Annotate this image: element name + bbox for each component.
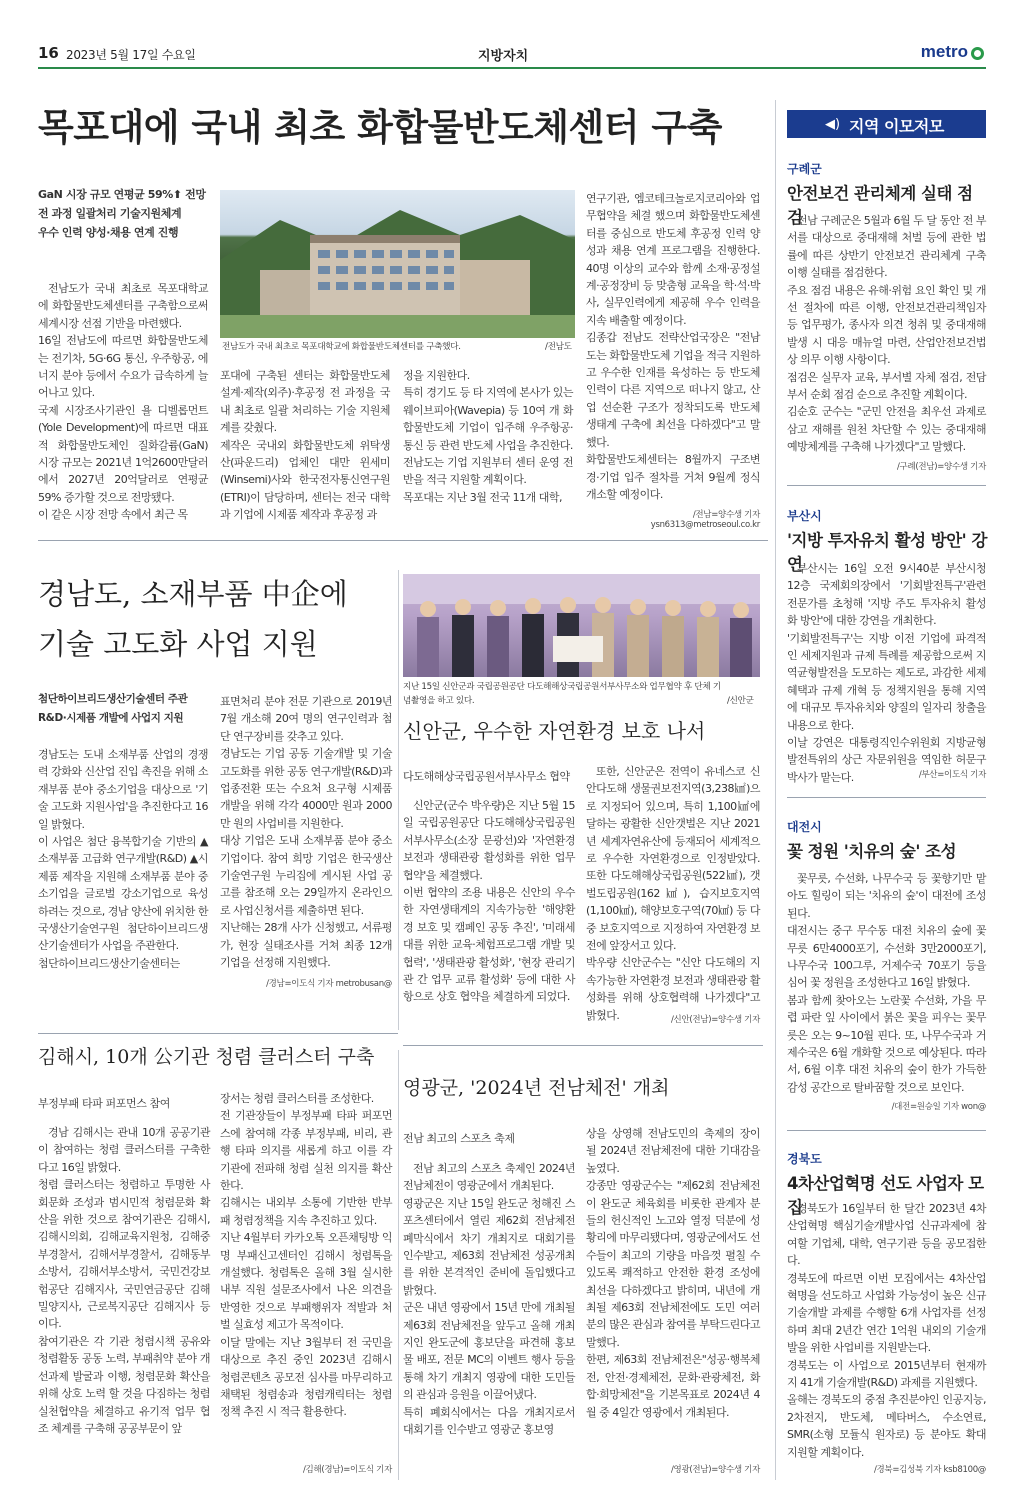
a3-headline: 신안군, 우수한 자연환경 보호 나서 [403,719,706,743]
sidebar-divider [775,100,776,1480]
logo-mark-icon [971,47,984,60]
sb2-title: '지방 투자유치 활성 방안' 강연 [787,531,987,574]
a2-col2: 표면처리 분야 전문 기관으로 2019년 7월 개소해 20여 명의 연구인력과 첨단 연구장비를 갖추고 있다. 경남도는 기업 공동 기술개발 및 기술 고도화를 위한 공동 연구개발(R&D)과 업종전환 또는 수요처 요구형 시제품 개발을 위해 각각 4000만 원과 2000만 원의 사업비를 지원한다. 대상 기업은 도내 소재부품 분야 중소기업이다. 참여 희망 기업은 한국생산기술연구원 누리집에 게시된 사업 공고를 참조해 오는 29일까지 온라인으로 사업신청서를 제출하면 된다. 지난해는 28개 사가 신청했고, 서류평가, 현장 실태조사를 거쳐 최종 12개 기업을 선정해 지원했다. [220,695,392,970]
a2-byline: /경남=이도식 기자 metrobusan@ [266,979,392,989]
a3-sub: 다도해해상국립공원서부사무소 협약 [403,770,570,783]
a4-col2: 장서는 청렴 클러스터를 조성한다. 전 기관장들이 부정부패 타파 퍼포먼스에 참여해 각종 부정부패, 비리, 관행 타파 의지를 새롭게 하고 이를 각 기관에 전파해 청렴 실천 의지를 확산한다. 김해시는 내외부 소통에 기반한 반부패 청렴정책을 지속 추진하고 있다. 지난 4월부터 카카오톡 오픈채팅방 익명 부패신고센터인 김해시 청렴톡을 개설했다. 청렴톡은 올해 3월 실시한 내부 직원 설문조사에서 나온 의견을 반영한 것으로 부패행위자 적발과 처벌 실효성 제고가 목적이다. 이달 말에는 지난 3월부터 전 국민을 대상으로 추진 중인 2023년 김해시 청렴콘텐츠 공모전 심사를 마무리하고 채택된 청렴송과 청렴캐릭터는 청렴 정책 추진 시 적극 활용한다. [220,1092,392,1419]
a5-col2: 상을 상영해 전남도민의 축제의 장이 될 2024년 전남체전에 대한 기대감을 높였다. 강종만 영광군수는 "제62회 전남체전이 완도군 체육회를 비롯한 관계자 분들의 헌신적인 노고와 열정 덕분에 성황리에 마무리됐다며, 영광군에서도 선수들이 최고의 기량을 마음껏 펼칠 수 있도록 쾌적하고 안전한 환경 조성에 최선을 다하겠다고 밝히며, 내년에 개최될 제63회 전남체전에도 도민 여러분의 많은 관심과 참여를 부탁드린다고 말했다. 한편, 제63회 전남체전은"성공·행복체전, 안전·경제체전, 문화·관광체전, 화합·희망체전"을 기본목표로 2024년 4월 중 4일간 영광에서 개최된다. [586,1127,761,1419]
a1-photo-credit: /전남도 [545,342,572,352]
a3-photo-credit: /신안군 [727,696,754,706]
speaker-icon: ◀) [825,117,841,132]
sb1-byline: /구례(전남)=양수생 기자 [896,462,986,472]
issue-date: 2023년 5월 17일 수요일 [66,48,196,62]
sb3-region: 대전시 [787,820,822,834]
sb1-title: 안전보건 관리체계 실태 점검 [787,184,973,227]
sidebar-title: 지역 이모저모 [849,117,944,136]
a1-col3: 정을 지원한다. 특히 경기도 등 타 지역에 본사가 있는 웨이브피아(Wavepia) 등 10여 개 화합물반도체 기업이 입주해 우주항공·통신 등 관련 반도체 사업을 추진한다. 전남도는 기업 지원부터 센터 운영 전반을 적극 지원할 계획이다. 목포대는 지난 3월 전국 11개 대학, [403,369,573,504]
a1-deck: GaN 시장 규모 연평균 59%⬆ 전망 전 과정 일괄처리 기술지원체계 우수 인력 양성·채용 연계 진행 [38,188,206,239]
a2-col1: 경남도는 도내 소재부품 산업의 경쟁력 강화와 신산업 진입 촉진을 위해 소재부품 분야 중소기업을 대상으로 '기술 고도화 지원사업'을 추진한다고 16일 밝혔다. 이 사업은 첨단 융복합기술 기반의 ▲소재부품 고급화 연구개발(R&D) ▲시제품 제작을 지원해 소재부품 분야 중소기업을 글로벌 강소기업으로 육성하려는 것으로, 경남 양산에 위치한 한국생산기술연구원 첨단하이브리드생산기술센터가 사업을 주관한다. 첨단하이브리드생산기술센터는 [38,748,208,970]
sb3-body: 꽃무릇, 수선화, 나무수국 등 꽃향기만 맡아도 힐링이 되는 '치유의 숲'이 대전에 조성된다. 대전시는 중구 무수동 대전 치유의 숲에 꽃무릇 6만4000포기, 수선화 3만2000포기, 나무수국 100그루, 거제수국 70포기 등을 심어 꽃 정원을 조성한다고 16일 밝혔다. 봄과 함께 찾아오는 노란꽃 수선화, 가을 무렵 파란 잎 사이에서 붉은 꽃을 피우는 꽃무릇은 오는 9~10월 핀다. 또, 나무수국과 거제수국은 6월 개화할 것으로 예상된다. 따라서, 6월 이후 대전 치유의 숲이 한가 가득한 감성 공간으로 탈바꿈할 것으로 보인다. [787,872,986,1094]
a3-photo [403,574,760,677]
a3-col1: 신안군(군수 박우량)은 지난 5월 15일 국립공원공단 다도해해상국립공원서부사무소(소장 문광선)와 '자연환경 보전과 생태관광 활성화를 위한 업무협약'을 체결했다. 이번 협약의 조용 내용은 신안의 우수한 자연생태계의 지속가능한 '해양환경 보호 및 캠페인 공동 추진', '미래세대를 위한 교육·체험프로그램 개발 및 협력', '생태관광 활성화', '현장 관리기관 간 업무 교류 활성화' 등에 대한 사항으로 상호 협약을 체결하게 되었다. [403,799,575,1004]
page-number: 16 [38,44,59,62]
a1-byline: /전남=양수생 기자 ysn6313@metroseoul.co.kr [650,510,760,530]
sb4-title: 4차산업혁명 선도 사업자 모집 [787,1174,984,1217]
sb2-region: 부산시 [787,509,822,523]
a4-col1: 경남 김해시는 관내 10개 공공기관이 참여하는 청렴 클러스터를 구축한다고 16일 밝혔다. 청렴 클러스터는 청렴하고 투명한 사회문화 조성과 범시민적 청렴문화 확산을 위한 것으로 참여기관은 김해시, 김해시의회, 김해교육지원청, 김해중부경찰서, 김해서부경찰서, 김해동부소방서, 김해서부소방서, 국민건강보험공단 김해지사, 국민연금공단 김해밀양지사, 근로복지공단 김해지사 등이다. 참여기관은 각 기관 청렴시책 공유와 청렴활동 공동 노력, 부패취약 분야 개선과제 발굴과 이행, 청렴문화 확산을 위해 상호 노력 할 것을 다짐하는 청렴실천협약을 체결하고 유기적 업무 협조 체계를 구축해 공공부문이 앞 [38,1126,210,1435]
sb-rule-3 [787,1130,986,1131]
header-rule [38,67,986,69]
sb1-body: 전남 구례군은 5월과 6월 두 달 동안 전 부서를 대상으로 중대재해 처벌 등에 관한 법률에 따른 상반기 안전보건 관리체계 구축 이행 실태를 점검한다. 주요 점검 내용은 유해·위험 요인 확인 및 개선 절차에 따른 이행, 안전보건관리책임자 등 업무평가, 종사자 의견 청취 및 중대재해 발생 시 대응 매뉴얼 마련, 산업안전보건법상 의무 이행 사항이다. 점검은 실무자 교육, 부서별 자체 점검, 전담 부서 순회 점검 순으로 추진할 계획이다. 김순호 군수는 "군민 안전을 최우선 과제로 삼고 재해를 원천 차단할 수 있는 중대재해 예방체계를 구축해 나가겠다"고 말했다. [787,214,986,454]
sb4-region: 경북도 [787,1152,822,1166]
a2-headline-1: 경남도, 소재부품 中企에 [38,577,348,611]
vrule-a4 [398,1050,399,1480]
sb3-byline: /대전=원승일 기자 won@ [891,1102,986,1112]
rule-a2 [38,1033,398,1034]
a1-col4: 연구기관, 엠코테크놀로지코리아와 업무협약을 체결 했으며 화합물반도체센터를 중심으로 반도체 후공정 인력 양성과 채용 연계 프로그램을 진행한다. 40명 이상의 교수와 함께 소재·공정설계·공정장비 등 맞춤형 교육을 학·석·박사, 실무인력에게 제공해 우수 인력을 지속 배출할 예정이다. 김종갑 전남도 전략산업국장은 "전남도는 화합물반도체 기업을 적극 지원하고 우수한 인재를 육성하는 등 반도체 인력이 다른 지역으로 떠나지 않고, 산업 선순환 구조가 정착되도록 반도체 생태계 구축에 최선을 다하겠다"고 말했다. 화합물반도체센터는 8월까지 구조변경·기업 입주 절차를 거쳐 9월께 정식 개소할 예정이다. [586,192,761,501]
a5-col1: 전남 최고의 스포츠 축제인 2024년 전남체전이 영광군에서 개최된다. 영광군은 지난 15일 완도군 청해진 스포츠센터에서 열린 제62회 전남체전 폐막식에서 차기 개최지로 대회기를 인수받고, 제63회 전남체전 성공개최를 위한 본격적인 준비에 돌입했다고 밝혔다. 군은 내년 영광에서 15년 만에 개최될 제63회 전남체전을 앞두고 올해 개최지인 완도군에 홍보단을 파견해 홍보물 배포, 전문 MC의 이벤트 행사 등을 통해 차기 개최지 영광에 대한 도민들의 관심과 응원을 이끌어냈다. 특히 폐회식에서는 다음 개최지로서 대회기를 인수받고 영광군 홍보영 [403,1162,575,1437]
section-name: 지방자치 [478,49,529,64]
metro-logo: metro [920,42,968,61]
a3-photo-caption: 지난 15일 신안군과 국립공원공단 다도해해상국립공원서부사무소와 업무협약 후 단체 기념촬영을 하고 있다. [403,682,721,706]
sb-rule-2 [787,797,986,798]
group-photo-illustration [403,574,760,677]
a1-col2: 포대에 구축된 센터는 화합물반도체 설계·제작(외주)·후공정 전 과정을 국내 최초로 일괄 처리하는 기술 지원체계를 갖췄다. 제작은 국내외 화합물반도체 위탁생산(파운드리) 업체인 대만 윈세미(Winsemi)사와 한국전자통신연구원(ETRI)이 담당하며, 센터는 전국 대학과 기업에 시제품 제작과 후공정 과 [220,369,390,522]
rule-a1 [38,540,768,541]
a1-col1: 전남도가 국내 최초로 목포대학교에 화합물반도체센터를 구축함으로써 세계시장 선점 기반을 마련했다. 16일 전남도에 따르면 화합물반도체는 전기차, 5G·6G 통신, 우주항공, 에너지 분야 등에서 수요가 급속하게 늘어나고 있다. 국제 시장조사기관인 욜 디벨롭먼트(Yole Development)에 따르면 대표적 화합물반도체인 질화갈륨(GaN) 시장 규모는 2021년 1억2600만달러에서 2027년 20억달러로 연평균 59% 증가할 것으로 전망됐다. 이 같은 시장 전망 속에서 최근 목 [38,282,208,522]
sb-rule-1 [787,485,986,486]
sb2-byline: /부산=이도식 기자 [918,770,986,780]
sidebar-title-bar [787,110,986,138]
building-illustration [220,190,575,338]
page-header [38,40,986,70]
sb2-body: 부산시는 16일 오전 9시40분 부산시청 12층 국제회의장에서 '기회발전특구'관련 전문가를 초청해 '지방 주도 투자유치 활성화 방안'에 대한 강연을 개최한다. '기회발전특구'는 지방 이전 기업에 파격적인 세제지원과 규제 특례를 제공함으로써 지역균형발전을 도모하는 제도로, 과감한 세제 혜택과 규제 개혁 등 정책지원을 통해 지역에 대규모 투자유치와 양질의 일자리 창출을 내용으로 한다. 이날 강연은 대통령직인수위원회 지방균형발전특위의 상근 자문위원을 역임한 허문구 박사가 맡는다. [787,562,986,784]
a4-sub: 부정부패 타파 퍼포먼스 참여 [38,1097,171,1110]
a2-deck: 첨단하이브리드생산기술센터 주관 R&D·시제품 개발에 사업지 지원 [38,693,188,724]
a3-byline: /신안(전남)=양수생 기자 [670,1015,760,1025]
a5-byline: /영광(전남)=양수생 기자 [670,1465,760,1475]
vrule-a2 [398,570,399,1030]
sb3-title: 꽃 정원 '치유의 숲' 조성 [787,842,957,861]
rule-a3 [403,1045,763,1046]
a4-headline: 김해시, 10개 公기관 청렴 클러스터 구축 [38,1046,375,1068]
a1-photo [220,190,575,338]
a4-byline: /김해(경남)=이도식 기자 [302,1465,392,1475]
a5-sub: 전남 최고의 스포츠 축제 [403,1132,515,1145]
sb4-byline: /경북=김성북 기자 ksb8100@ [873,1465,986,1475]
sb4-body: 경북도가 16일부터 한 달간 2023년 4차산업혁명 핵심기술개발사업 신규과제에 참여할 기업체, 대학, 연구기관 등을 공모접한다. 경북도에 따르면 이번 모집에서는 4차산업혁명을 선도하고 사업화 가능성이 높은 신규 기술개발 과제를 수행할 6개 사업자를 선정하며 최대 2년간 연간 1억원 내외의 기술개발을 위한 사업비를 지원받는다. 경북도는 이 사업으로 2015년부터 현재까지 41개 기술개발(R&D) 과제를 지원했다. 올해는 경북도의 중점 추진분야인 인공지능, 2차전지, 반도체, 메타버스, 수소연료, SMR(소형 모듈식 원자로) 등 분야도 확대 지원할 계획이다. [787,1202,986,1459]
a1-photo-caption: 전남도가 국내 최초로 목포대학교에 화합물반도체센터를 구축했다. [222,342,461,352]
sb1-region: 구례군 [787,162,822,176]
a2-headline-2: 기술 고도화 사업 지원 [38,627,318,661]
a1-headline: 목포대에 국내 최초 화합물반도체센터 구축 [38,106,722,149]
a3-col2: 또한, 신안군은 전역이 유네스코 신안다도해 생물권보전지역(3,238㎢)으로 지정되어 있으며, 특히 1,100㎢에 달하는 광활한 신안갯벌은 지난 2021년 세계자연유산에 등재되어 세계적으로 우수한 자연환경으로 인정받았다. 또한 다도해해상국립공원(522㎢), 갯벌도립공원(162㎢), 습지보호지역(1,100㎢), 해양보호구역(70㎢) 등 다중 보호지역으로 지정하여 자연환경 보전에 앞장서고 있다. 박우량 신안군수는 "신안 다도해의 지속가능한 자연환경 보전과 생태관광 활성화를 위해 상호협력해 나가겠다"고 밝혔다. [586,765,761,1022]
a5-headline: 영광군, '2024년 전남체전' 개최 [403,1077,670,1099]
